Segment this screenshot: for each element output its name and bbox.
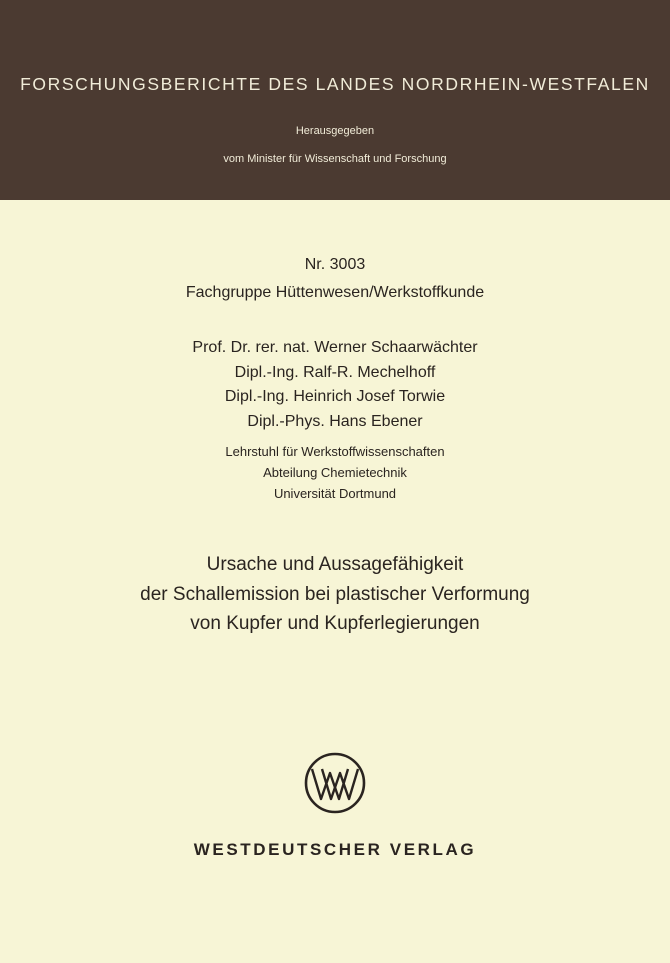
institution-line: Abteilung Chemietechnik xyxy=(263,465,407,480)
series-title: FORSCHUNGSBERICHTE DES LANDES NORDRHEIN-WESTFALEN xyxy=(20,74,650,94)
publisher-logo-icon xyxy=(304,752,366,814)
institution-block xyxy=(0,441,670,504)
author-name: Dipl.-Phys. Hans Ebener xyxy=(247,412,423,430)
institution-line: Universität Dortmund xyxy=(273,486,397,501)
author-name: Dipl.-Ing. Heinrich Josef Torwie xyxy=(224,388,446,405)
author-list xyxy=(0,336,670,434)
subject-group: Fachgruppe Hüttenwesen/Werkstoffkunde xyxy=(185,284,485,301)
title-line: Ursache und Aussagefähigkeit xyxy=(206,554,464,575)
book-title xyxy=(0,550,670,639)
title-line: der Schallemission bei plastischer Verformung xyxy=(140,583,530,605)
ministry-label: vom Minister für Wissenschaft und Forschung xyxy=(223,153,447,165)
edited-by-label: Herausgegeben xyxy=(295,125,375,137)
series-header xyxy=(0,0,670,200)
author-name: Dipl.-Ing. Ralf-R. Mechelhoff xyxy=(234,363,436,381)
publisher-name: WESTDEUTSCHER VERLAG xyxy=(193,840,477,859)
author-name: Prof. Dr. rer. nat. Werner Schaarwächter xyxy=(192,339,478,356)
institution-line: Lehrstuhl für Werkstoffwissenschaften xyxy=(225,444,445,459)
title-line: von Kupfer und Kupferlegierungen xyxy=(190,613,480,634)
report-number: Nr. 3003 xyxy=(304,256,366,273)
